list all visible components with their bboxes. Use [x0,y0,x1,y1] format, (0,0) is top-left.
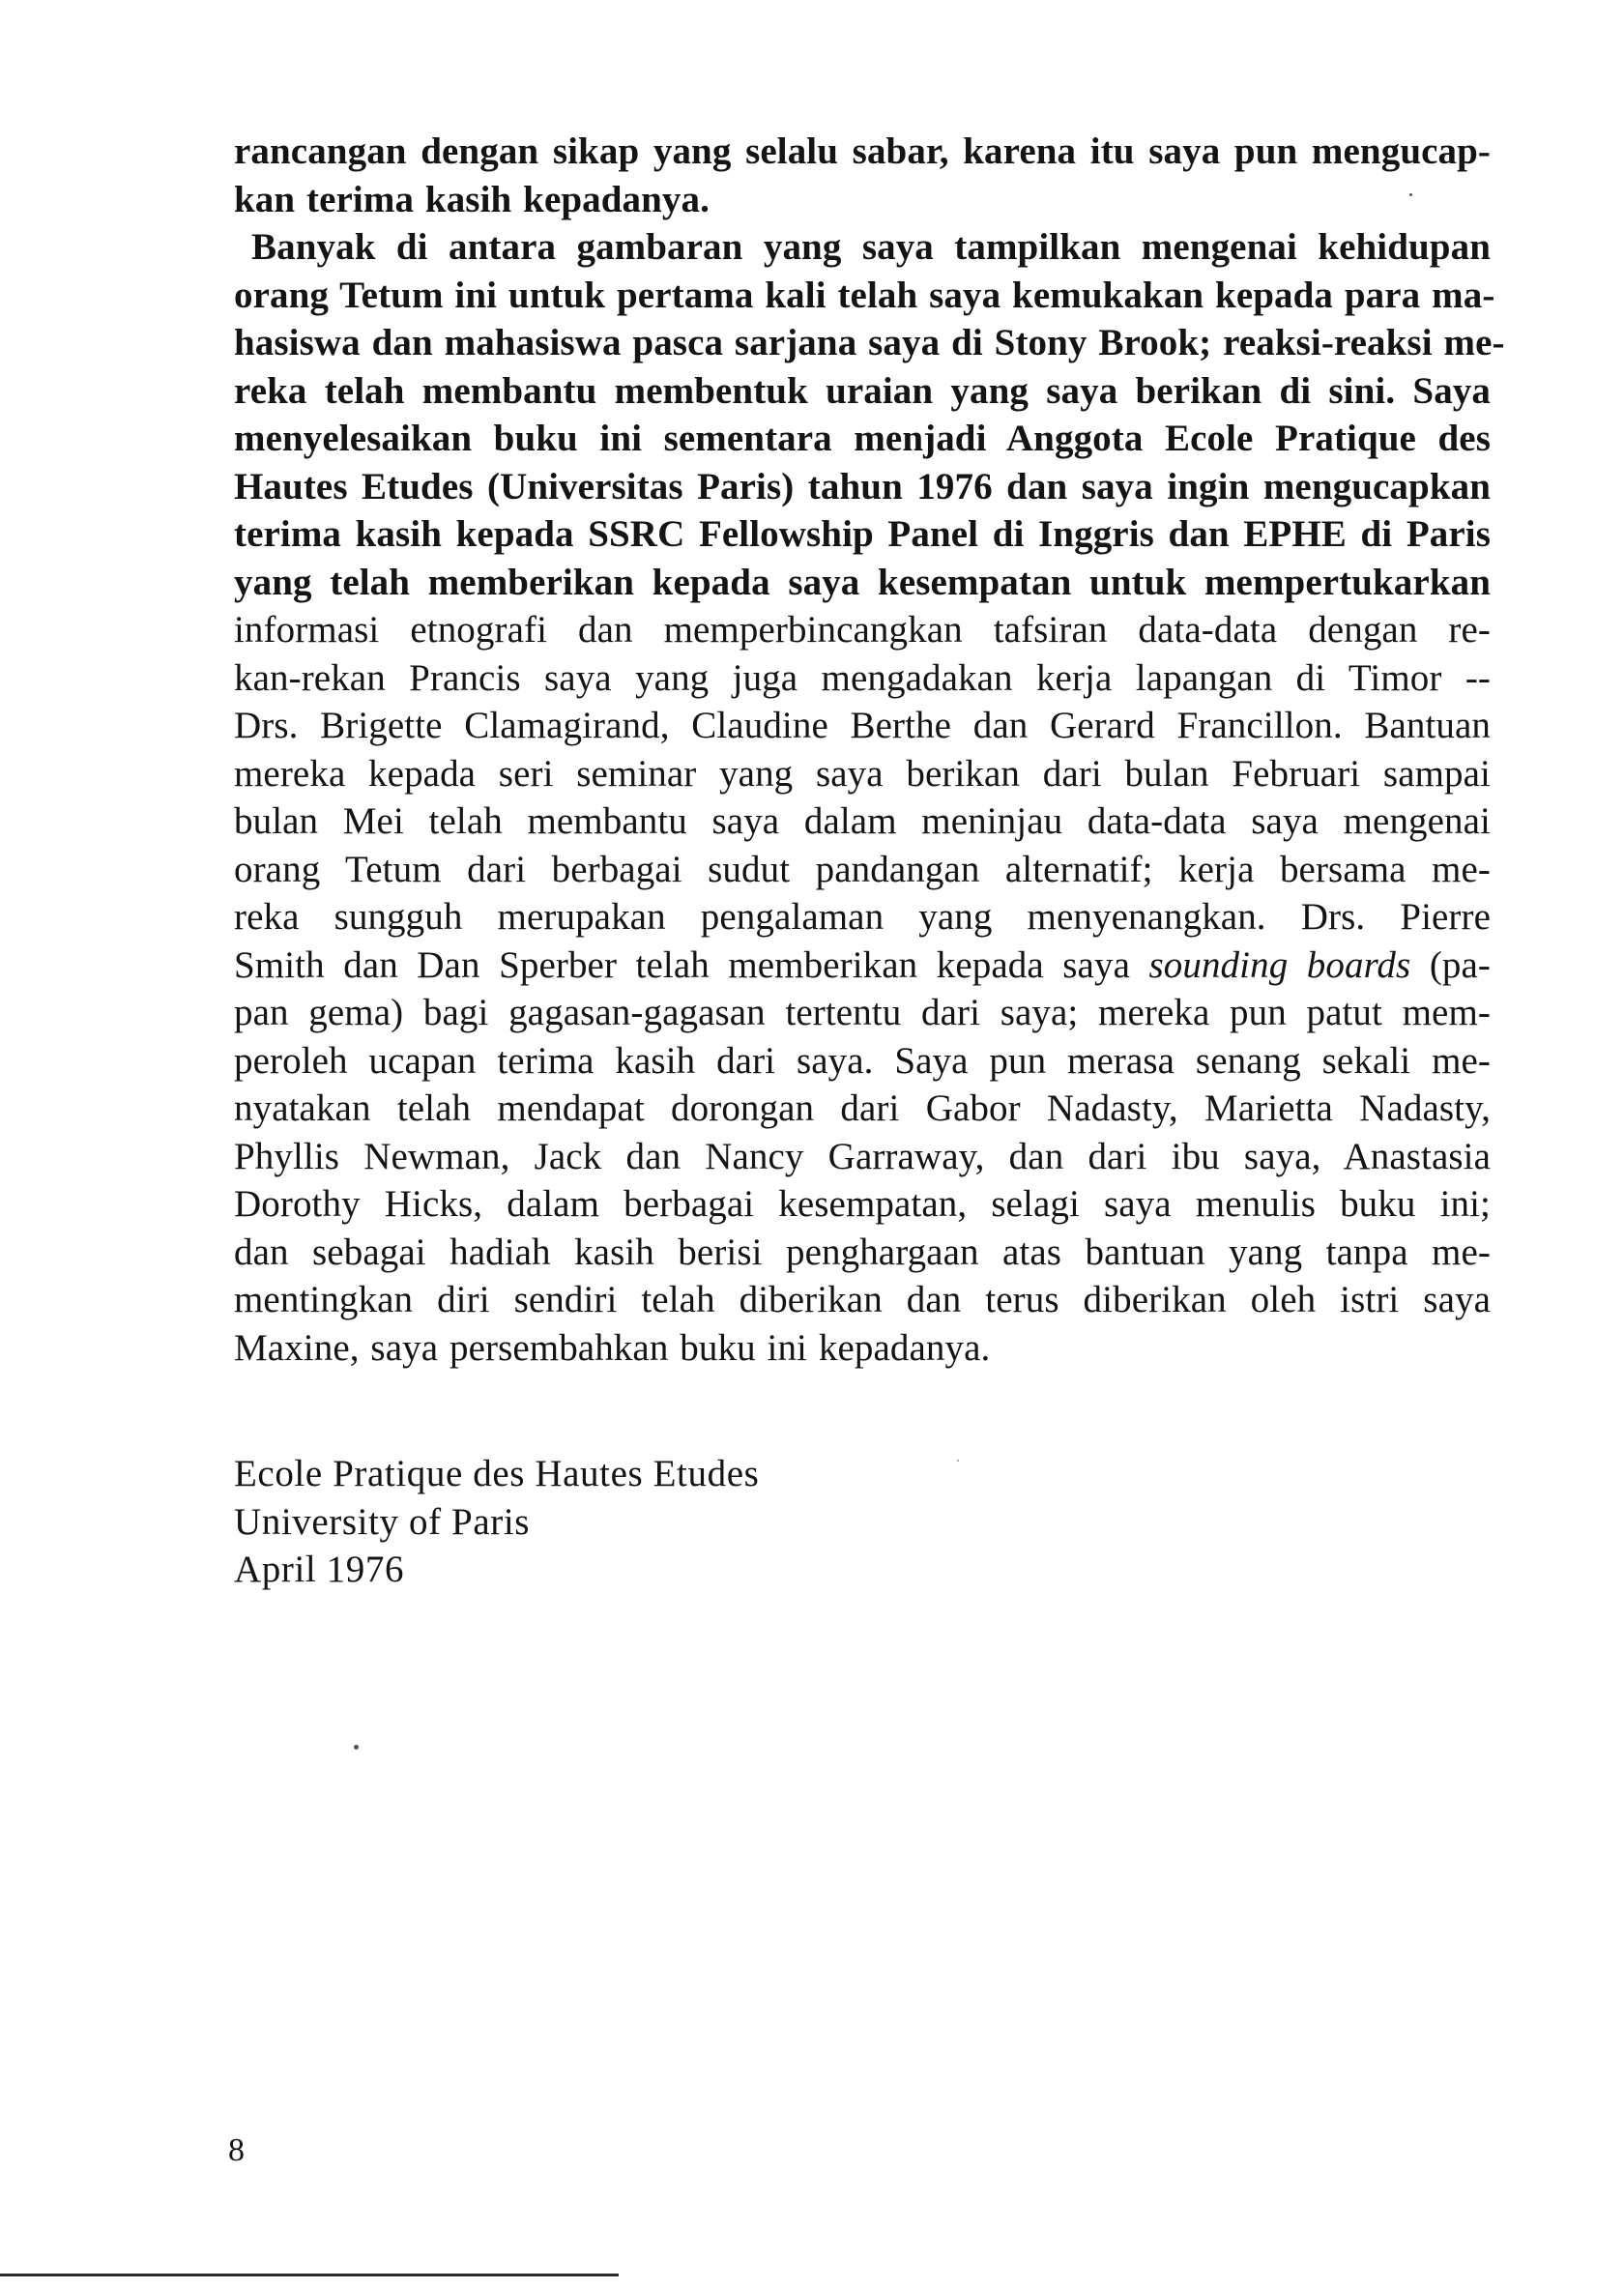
text-line: informasi etnografi dan memperbincangkan tafsiran data-data dengan re- [234,609,1491,651]
page-number: 8 [228,2132,245,2168]
text-line: Hautes Etudes (Universitas Paris) tahun 1976 dan saya ingin mengucapkan [234,465,1491,507]
scan-speck [354,1745,359,1750]
scan-speck [1409,193,1412,196]
text-line: Maxine, saya persembahkan buku ini kepadanya. [234,1326,991,1369]
text-line: pan gema) bagi gagasan-gagasan tertentu dari saya; mereka pun patut mem- [234,992,1491,1033]
text-line: dan sebagai hadiah kasih berisi penghargaan atas bantuan yang tanpa me- [234,1231,1491,1273]
text-line: nyatakan telah mendapat dorongan dari Gabor Nadasty, Marietta Nadasty, [234,1087,1491,1129]
text-run: Smith dan Dan Sperber telah memberikan kepada saya [234,943,1130,986]
scan-edge-rule [0,2274,619,2276]
text-line: kan terima kasih kepadanya. [234,178,710,220]
signature-institution: Ecole Pratique des Hautes Etudes [234,1453,760,1494]
text-line: Drs. Brigette Clamagirand, Claudine Berthe dan Gerard Francillon. Bantuan [234,705,1491,746]
text-line: mereka kepada seri seminar yang saya berikan dari bulan Februari sampai [234,752,1491,795]
text-line: Dorothy Hicks, dalam berbagai kesempatan, selagi saya menulis buku ini; [234,1183,1491,1225]
text-line: terima kasih kepada SSRC Fellowship Panel di Inggris dan EPHE di Paris [234,513,1491,555]
text-line: rancangan dengan sikap yang selalu sabar, karena itu saya pun mengucap- [234,130,1491,172]
text-line: reka telah membantu membentuk uraian yang saya berikan di sini. Saya [234,369,1491,412]
text-line: reka sungguh merupakan pengalaman yang menyenangkan. Drs. Pierre [234,896,1491,938]
text-line: mentingkan diri sendiri telah diberikan dan terus diberikan oleh istri saya [234,1279,1491,1320]
text-line: peroleh ucapan terima kasih dari saya. Saya pun merasa senang sekali me- [234,1039,1491,1082]
text-line: yang telah memberikan kepada saya kesempatan untuk mempertukarkan [234,561,1491,603]
italic-term: sounding boards [1148,943,1411,986]
text-line: Phyllis Newman, Jack dan Nancy Garraway, dan dari ibu saya, Anastasia [234,1135,1491,1177]
signature-date: April 1976 [234,1549,405,1590]
text-run: (pa- [1429,943,1491,986]
text-line: bulan Mei telah membantu saya dalam meninjau data-data saya mengenai [234,800,1491,842]
paragraph-2 [234,223,1505,1372]
text-line: hasiswa dan mahasiswa pasca sarjana saya di Stony Brook; reaksi-reaksi me- [234,322,1505,363]
body-text [234,128,1505,1372]
text-line: orang Tetum dari berbagai sudut pandangan alternatif; kerja bersama me- [234,848,1491,890]
text-line: kan-rekan Prancis saya yang juga mengadakan kerja lapangan di Timor -- [234,656,1491,699]
signature-block [234,1450,759,1594]
text-line: orang Tetum ini untuk pertama kali telah saya kemukakan kepada para ma- [234,274,1495,316]
text-line-with-italic [234,942,1491,990]
text-line: Banyak di antara gambaran yang saya tampilkan mengenai kehidupan [251,226,1491,268]
text-line: menyelesaikan buku ini sementara menjadi Anggota Ecole Pratique des [234,418,1491,459]
scan-speck [957,1460,959,1462]
signature-university: University of Paris [234,1500,531,1543]
paragraph-1 [234,128,1491,223]
